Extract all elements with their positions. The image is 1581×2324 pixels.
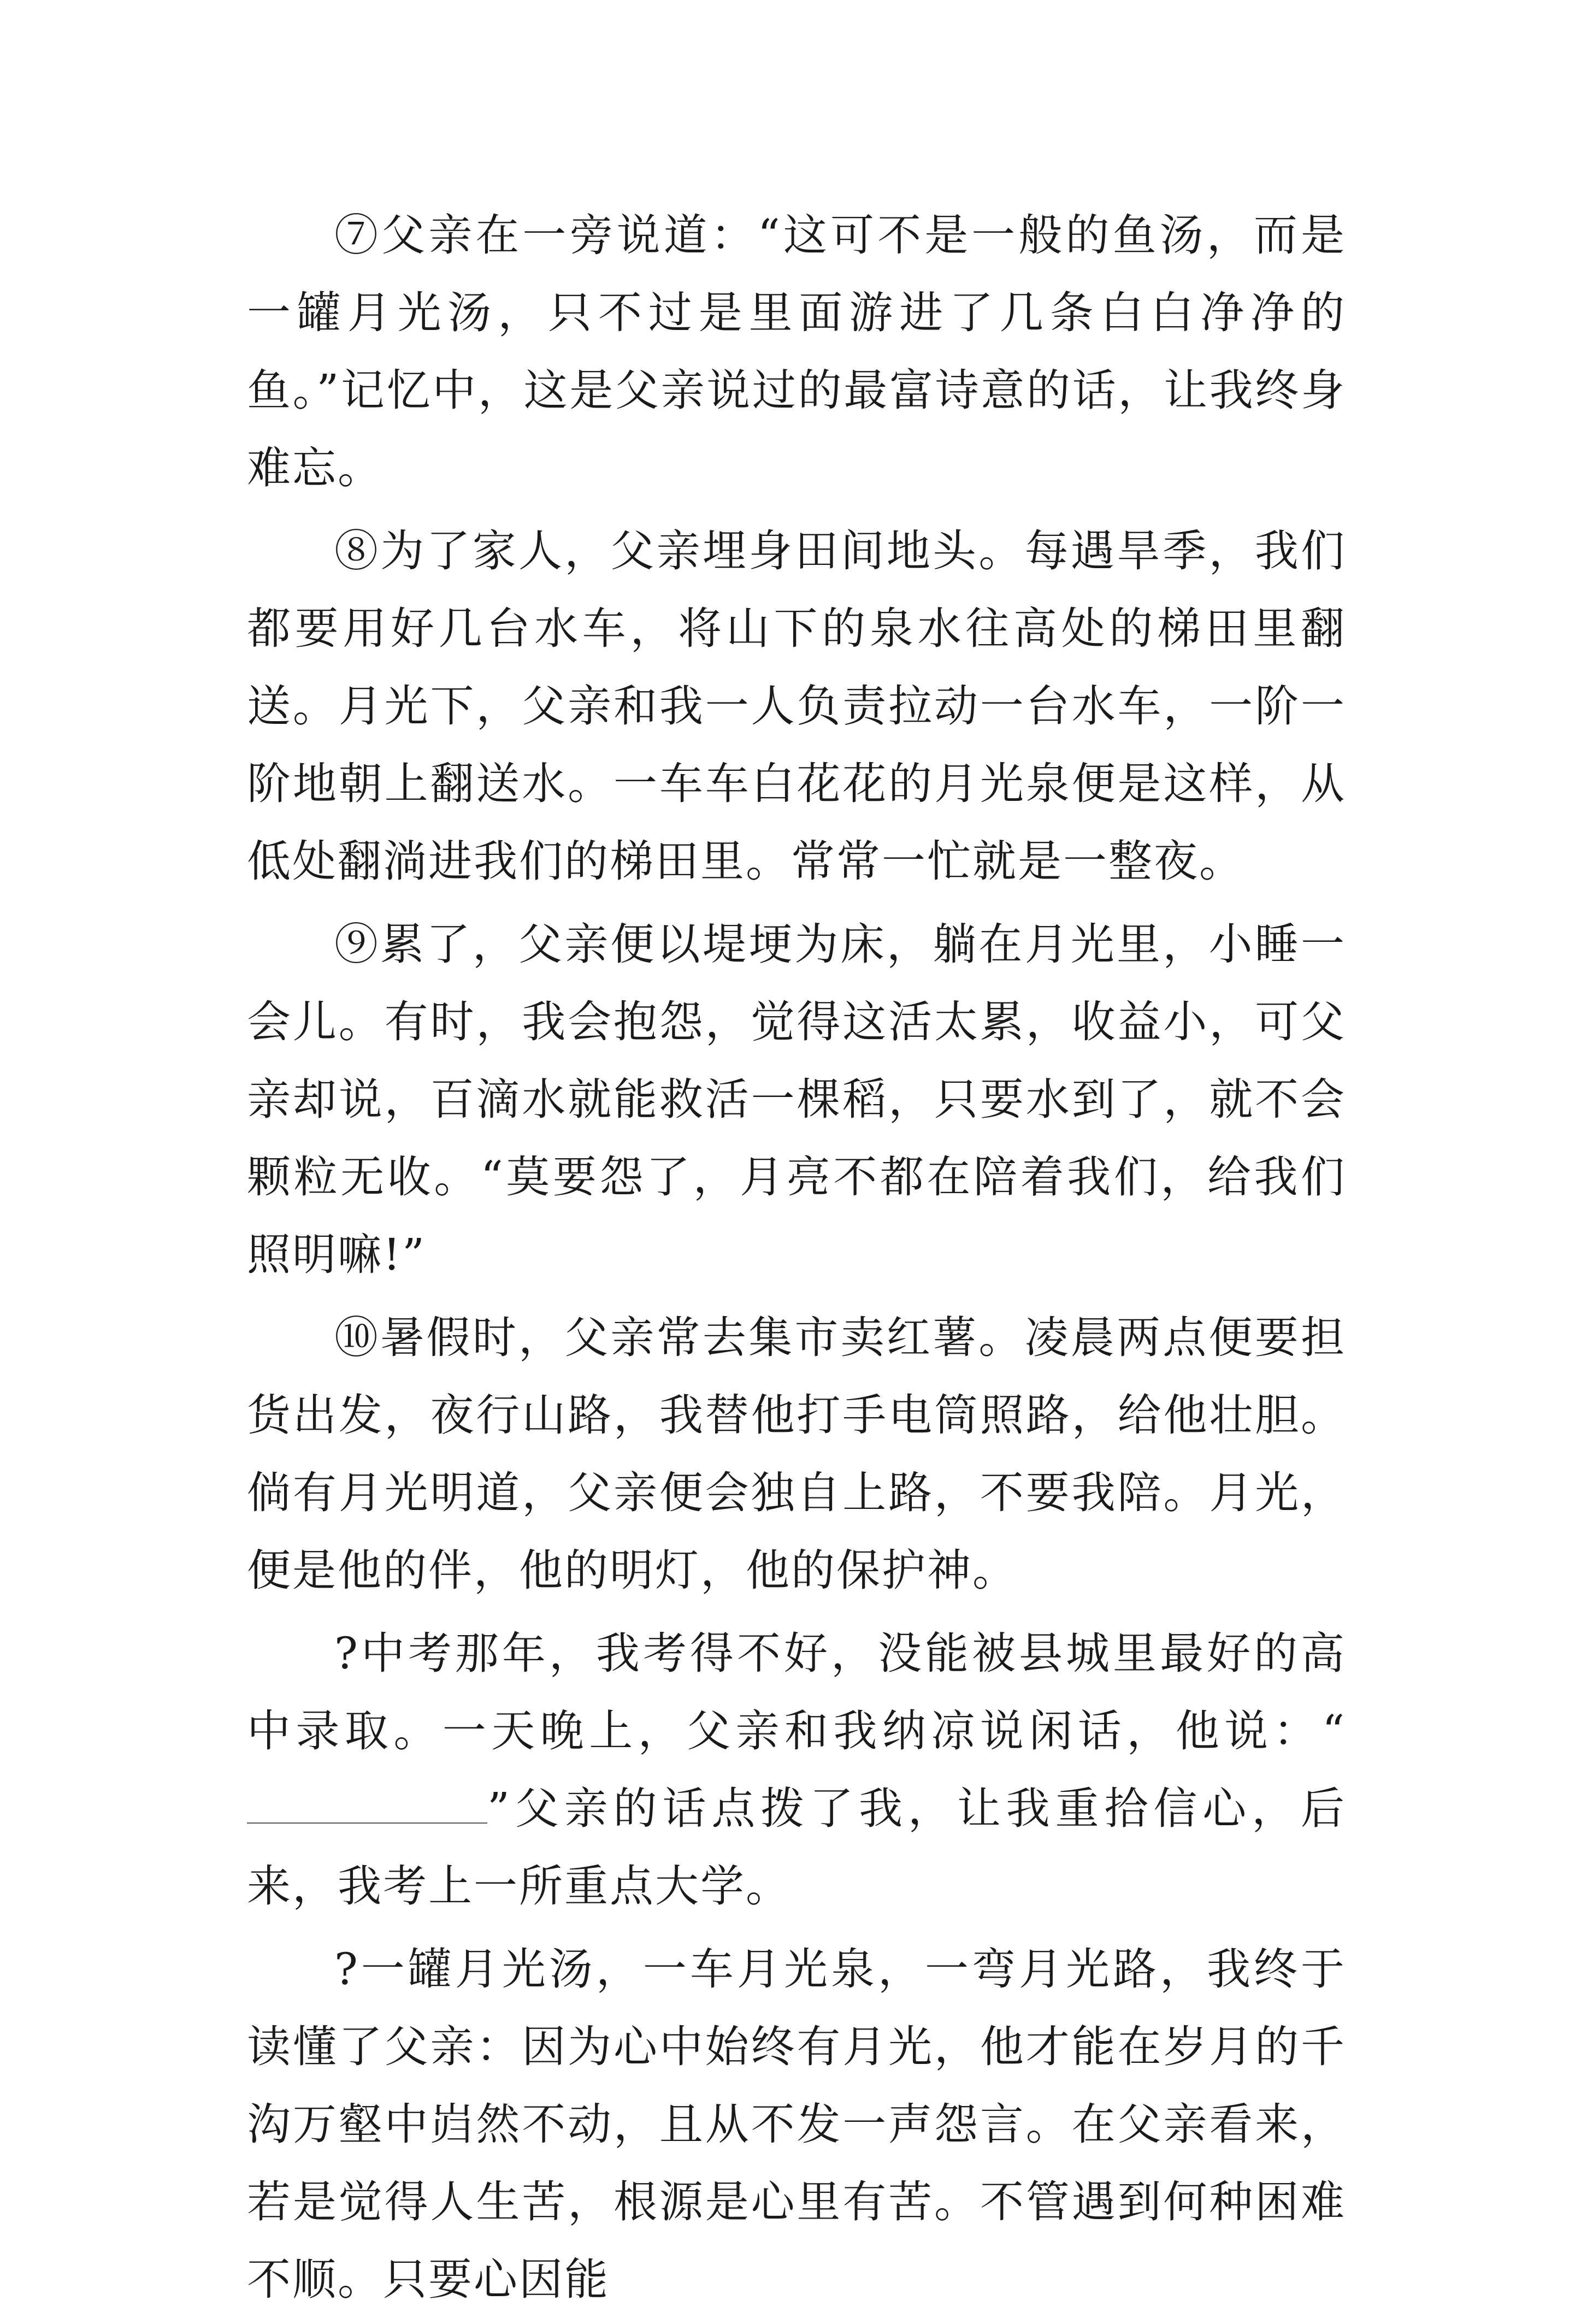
paragraph-12: ?一罐月光汤，一车月光泉，一弯月光路，我终于读懂了父亲：因为心中始终有月光，他才能在岁月的千沟万壑中岿然不动，且从不发一声怨言。在父亲看来，若是觉得人生苦，根源是心里有苦。不管遇到何种困难不顺。只要心因能	[247, 1944, 1346, 2305]
paragraph-7: ⑦父亲在一旁说道：“这可不是一般的鱼汤，而是一罐月光汤，只不过是里面游进了几条白白净净的鱼。”记忆中，这是父亲说过的最富诗意的话，让我终身难忘。	[247, 210, 1346, 493]
paragraph-8: ⑧为了家人，父亲埋身田间地头。每遇旱季，我们都要用好几台水车，将山下的泉水往高处的梯田里翻送。月光下，父亲和我一人负责拉动一台水车，一阶一阶地朝上翻送水。一车车白花花的月光泉便是这样，从低处翻淌进我们的梯田里。常常一忙就是一整夜。	[247, 526, 1346, 887]
article-body	[247, 197, 1346, 2324]
paragraph-9: ⑨累了，父亲便以堤埂为床，躺在月光里，小睡一会儿。有时，我会抱怨，觉得这活太累，收益小，可父亲却说，百滴水就能救活一棵稻，只要水到了，就不会颗粒无收。“莫要怨了，月亮不都在陪着我们，给我们照明嘛!”	[247, 919, 1346, 1280]
paragraph-11-after-blank: ”父亲的话点拨了我，让我重拾信心，后来，我考上一所重点大学。	[247, 1783, 1346, 1912]
answer-blank	[247, 1790, 487, 1824]
paragraph-10: ⑩暑假时，父亲常去集市卖红薯。凌晨两点便要担货出发，夜行山路，我替他打手电筒照路，给他壮胆。倘有月光明道，父亲便会独自上路，不要我陪。月光，便是他的伴，他的明灯，他的保护神。	[247, 1312, 1346, 1596]
paragraph-11-before-blank: ?中考那年，我考得不好，没能被县城里最好的高中录取。一天晚上，父亲和我纳凉说闲话，他说：“	[247, 1628, 1346, 1756]
paragraph-11	[247, 1615, 1346, 1925]
